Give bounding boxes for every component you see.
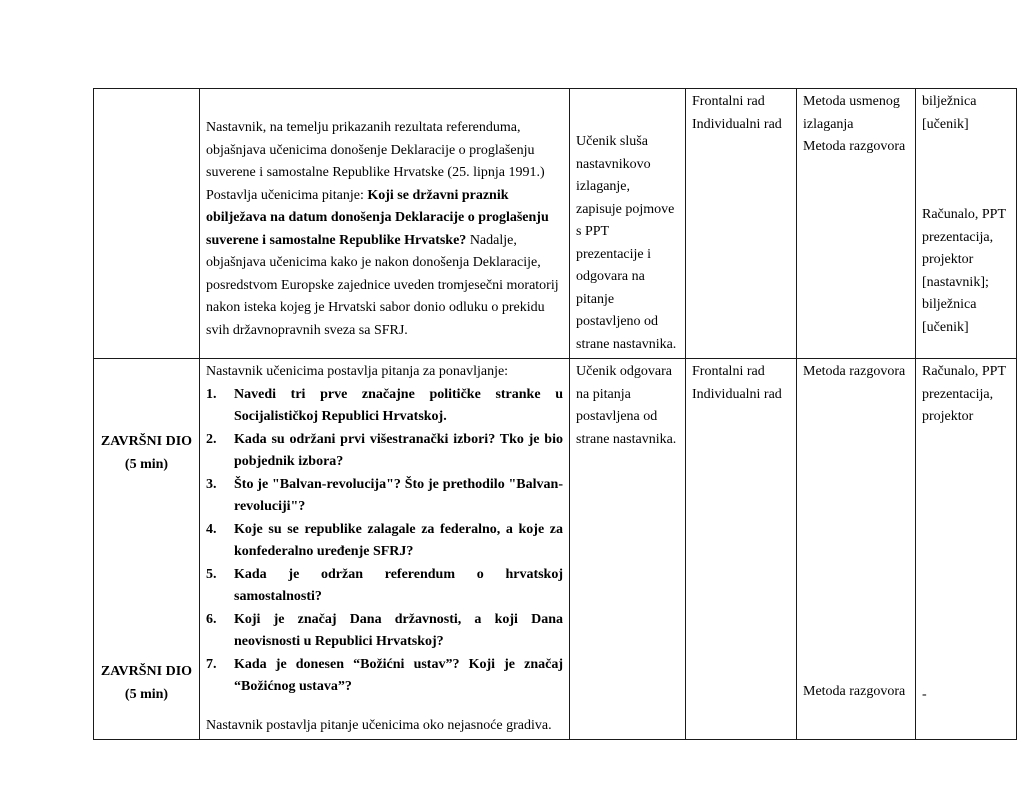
question-item-3 (206, 474, 563, 519)
question-item-6 (206, 609, 563, 654)
work-forms-cell-final (686, 359, 797, 740)
phase-block-1 (100, 431, 193, 476)
question-item-1 (206, 384, 563, 429)
phase-block-2 (100, 661, 193, 706)
work-forms-cell (686, 89, 797, 359)
work-form-frontal: Frontalni rad (692, 364, 765, 379)
lesson-plan-table (93, 88, 1017, 740)
table-row-main-part (94, 89, 1017, 359)
question-number: 7. (206, 656, 217, 672)
question-number: 5. (206, 566, 217, 582)
phase-duration: (5 min) (124, 686, 169, 702)
question-text: Navedi tri prve značajne političke stranke u Socijalističkoj Republici Hrvatskoj. (234, 386, 563, 424)
phase-cell-empty (94, 89, 200, 359)
student-activity-cell-final (570, 359, 686, 740)
question-item-4 (206, 519, 563, 564)
work-form-individual: Individualni rad (692, 386, 782, 402)
method-oral-presentation: Metoda usmenog izlaganja (803, 94, 900, 132)
question-number: 4. (206, 521, 217, 537)
question-text: Kada je donesen “Božićni ustav”? Koji je značaj “Božićnog ustava”? (234, 656, 563, 694)
materials-notebook: bilježnica [učenik] (922, 94, 977, 132)
materials-computer: Računalo, PPT prezentacija, projektor (922, 364, 1006, 424)
method-conversation-bottom: Metoda razgovora (803, 683, 906, 699)
question-item-7 (206, 654, 563, 699)
question-text: Koji je značaj Dana državnosti, a koji Dana neovisnosti u Republici Hrvatskoj? (234, 611, 563, 649)
question-text: Koje su se republike zalagale za federalno, a koje za konfederalno uređenje SFRJ? (234, 521, 563, 559)
question-text: Što je "Balvan-revolucija"? Što je prethodilo "Balvan-revoluciji"? (234, 476, 563, 514)
question-text: Kada su održani prvi višestranački izbori? Tko je bio pobjednik izbora? (234, 431, 563, 469)
teacher-activity-paragraph (206, 117, 563, 342)
teacher-text-part1: Nastavnik, na temelju prikazanih rezultata referenduma, objašnjava učenicima donošenje Deklaracije o proglašenju suverene i samostalne Republike Hrvatske (25. lipnja 1991.) Postavlja učenicima pitanje: (206, 120, 545, 203)
student-activity-text: Učenik odgovara na pitanja postavljena od strane nastavnika. (576, 364, 677, 447)
teacher-activity-cell-final (200, 359, 570, 740)
method-conversation: Metoda razgovora (803, 139, 906, 154)
question-number: 1. (206, 386, 217, 402)
work-form-individual: Individualni rad (692, 116, 782, 132)
student-activity-cell (570, 89, 686, 359)
question-number: 3. (206, 476, 217, 492)
question-item-5 (206, 564, 563, 609)
student-activity-text: Učenik sluša nastavnikovo izlaganje, zapisuje pojmove s PPT prezentacije i odgovara na pitanje postavljeno od strane nastavnika. (576, 134, 677, 352)
phase-duration: (5 min) (124, 456, 169, 472)
materials-cell-final (916, 359, 1017, 740)
question-number: 2. (206, 431, 217, 447)
teacher-text-part2: Nadalje, objašnjava učenicima kako je nakon donošenja Deklaracije, posredstvom Europske zajednice uveden tromjesečni moratorij nakon isteka kojeg je Hrvatski sabor donio odluku o prekidu svih državnopravnih sveza sa SFRJ. (206, 232, 559, 338)
materials-computer: Računalo, PPT prezentacija, projektor [nastavnik]; bilježnica [učenik] (922, 207, 1006, 335)
materials-cell (916, 89, 1017, 359)
question-text: Kada je održan referendum o hrvatskoj samostalnosti? (234, 566, 563, 604)
teacher-question-bold: Koji se državni praznik obilježava na datum donošenja Deklaracije o proglašenju suverene i samostalne Republike Hrvatske? (206, 187, 549, 248)
methods-cell (797, 89, 916, 359)
work-form-frontal: Frontalni rad (692, 94, 765, 109)
question-number: 6. (206, 611, 217, 627)
teacher-activity-cell (200, 89, 570, 359)
phase-title: ZAVRŠNI DIO (100, 434, 193, 449)
phase-title: ZAVRŠNI DIO (100, 664, 193, 679)
methods-cell-final (797, 359, 916, 740)
materials-dash: - (922, 686, 927, 702)
teacher-closing-text: Nastavnik postavlja pitanje učenicima oko nejasnoće gradiva. (206, 717, 552, 733)
question-item-2 (206, 429, 563, 474)
table-row-final-part (94, 359, 1017, 740)
questions-intro: Nastavnik učenicima postavlja pitanja za ponavljanje: (206, 364, 509, 379)
phase-cell-final (94, 359, 200, 740)
method-conversation-top: Metoda razgovora (803, 364, 906, 379)
